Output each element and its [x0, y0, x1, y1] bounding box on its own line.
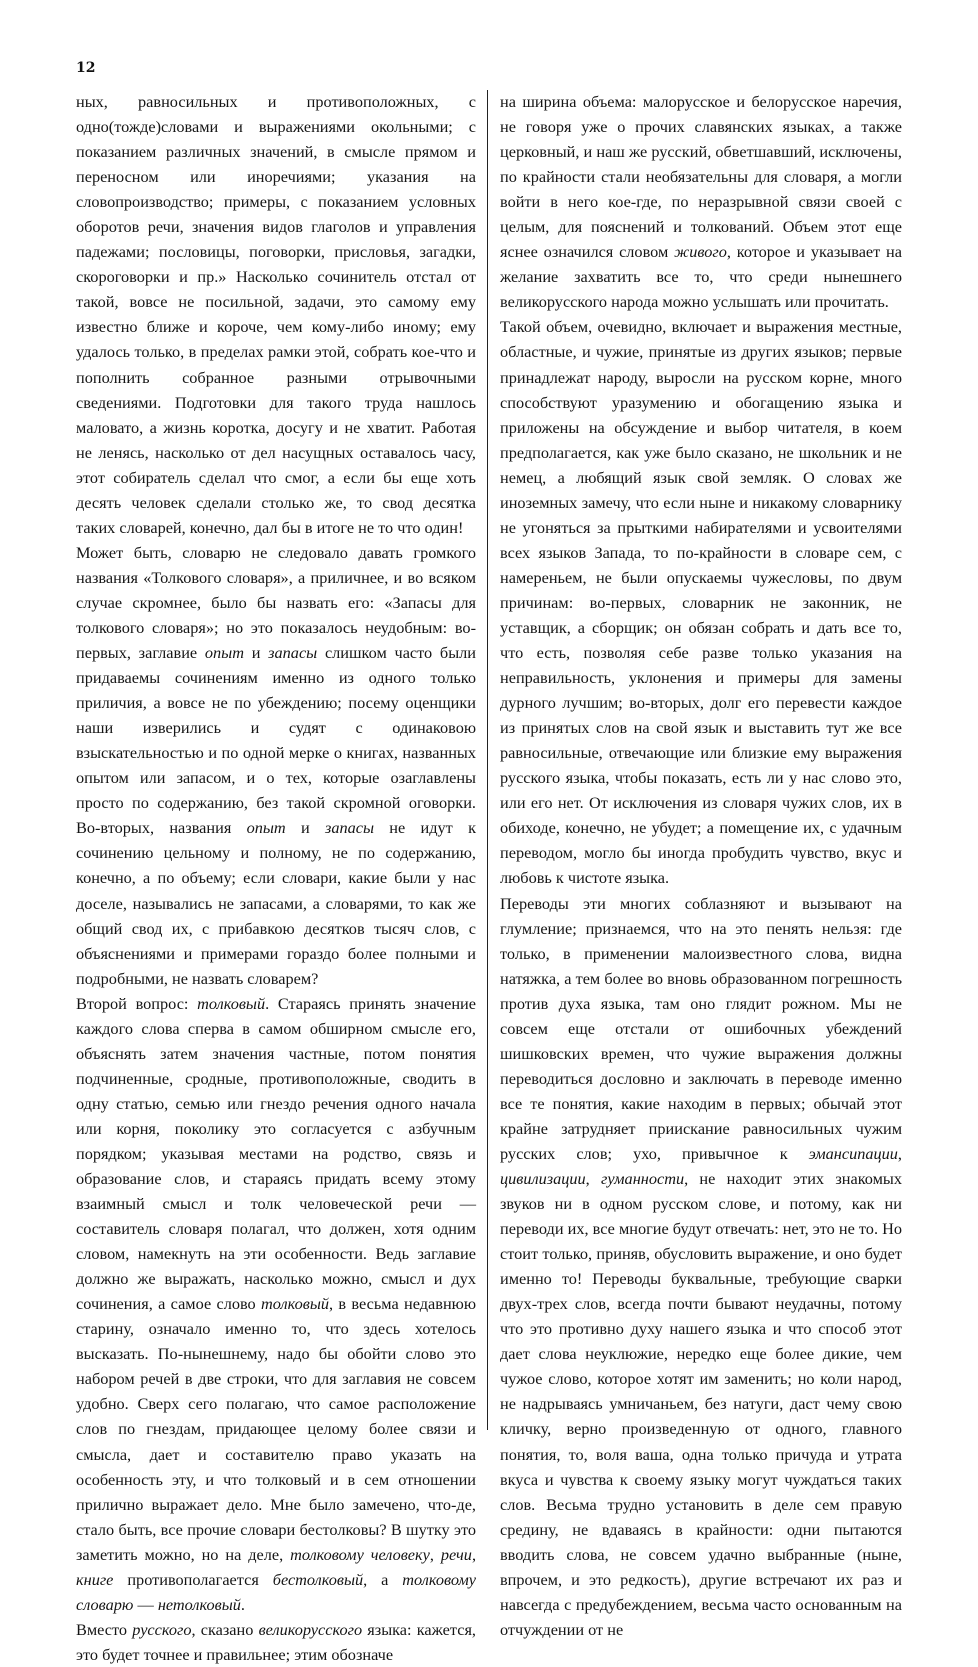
italic-term: речи — [440, 1544, 472, 1564]
text-run: , — [471, 1544, 477, 1564]
text-run: Может быть, словарю не следовало давать громкого названия «Толкового словаря», а приличнее, и во всяком случае скромнее, было бы назвать его: «Запасы для толкового словаря»; но это показалось неудобным: во-первых, заглавие — [76, 542, 476, 663]
italic-term: нетолковый — [157, 1594, 241, 1614]
text-run: и — [243, 643, 269, 663]
text-run: , — [585, 1169, 601, 1189]
italic-term: цивилизации — [500, 1169, 586, 1189]
italic-term: толковому словарю — [76, 1569, 476, 1614]
text-run: , в весьма недавнюю старину, означало именно то, что здесь хотелось высказать. По-нынешнему, надо бы обойти слово это набором речей в две строки, что для заглавия не совсем удобно. Сверх сего полагаю, что самое расположение слов по гнездам, придающее целому более связи и смысла, дает и составителю право указать на особенность эту, и что толковый и в сем отношении прилично выражает дело. Мне было замечено, что-де, стало быть, все прочие словари бестолковы? В шутку это заметить можно, но на деле, — [76, 1294, 476, 1564]
text-run: языка: кажется, это будет точнее и правильнее; этим обозначе — [76, 1619, 477, 1664]
text-run: Вместо — [76, 1619, 133, 1639]
paragraph — [500, 314, 902, 890]
text-run: , — [897, 1143, 902, 1163]
paragraph — [500, 891, 902, 1642]
text-run: на ширина объема: малорусское и белорусское наречия, не говоря уже о прочих славянских языках, а также церковный, и наш же русский, обветшавший, исключены, по крайности стали необязательны для словаря, а могли войти в него кое-где, по неразрывной связи своей с целым, для пояснений и толкований. Объем этот еще яснее означился словом — [500, 92, 902, 262]
text-run: . Стараясь принять значение каждого слова сперва в самом обширном смысле его, объяснять затем значения частные, потом понятия подчиненные, сродные, противоположные, сводить в одну статью, семью или гнездо речения одного начала или корня, поколику это согласуется с азбучным порядком; указывая местами на родство, связь и образование слов, и стараясь придать всему этому взаимный смысл и толк человеческой речи — составитель словаря полагал, что должен, хотя одним словом, намекнуть на эти особенности. Ведь заглавие должно же выражать, насколько можно, смысл и дух сочинения, а самое слово — [76, 993, 476, 1314]
italic-term: толковому человеку — [290, 1544, 430, 1564]
italic-term: русского — [132, 1619, 192, 1639]
text-run: ных, равносильных и противоположных, с одно(тожде)словами и выражениями окольными; с показанием различных значений, в смысле прямом и переносном или иноречиями; указания на словопроизводство; примеры, с показанием условных оборотов речи, значения видов глаголов и управления падежами; пословицы, поговорки, присловья, загадки, скороговорки и пр.» Насколько сочинитель отстал от такой, вовсе не посильной, задачи, это самому ему известно ближе и короче, чем кому-либо иному; ему удалось только, в пределах рамки этой, собрать кое-что и пополнить собранное разными отрывочными сведениями. Подготовки для такого труда нашлось маловато, а жизнь коротка, досугу и не хватит. Работая не ленясь, насколько от дел насущных оставалось часу, этот собиратель сделал что смог, а если бы еще хоть десять человек сделали столько же, то свод десятка таких словарей, конечно, дал бы в итоге не то что один! — [76, 92, 476, 537]
text-run: , не находит этих знакомых звуков ни в одном русском слове, и потому, как ни переводи их, все многие будут отвечать: нет, это не то. Но стоит только, приняв, обусловить выражение, и оно будет именно то! Переводы буквальные, требующие сварки двух-трех слов, всегда почти бывают неудачны, потому что это противно духу нашего языка и что способ этот дает слова неуклюжие, нередко еще более дикие, чем чужое слово, которое хотят им заменить; но коли народ, не надрываясь умничаньем, без натуги, даст чему свою кличку, верно произведенную от одного, главного понятия, то, воля ваша, одна только причуда и утрата вкуса и чувства к своему языку могут чуждаться таких слов. Весьма трудно установить в деле сем правую средину, не вдаваясь в крайности: одни пытаются вводить слова, не совсем удачно выбранные (ныне, впрочем, и это редкость), другие встречают их раз и навсегда с предубеждением, весьма часто основанным на отчуждении от не — [500, 1169, 902, 1639]
text-run: , а — [363, 1569, 403, 1589]
italic-term: книге — [76, 1569, 114, 1589]
text-run: слишком часто были придаваемы сочинениям именно из одного только приличия, а вовсе не по убеждению; посему оценщики наши изверились и судят с одинаковою взыскательностью и по одной мерке о книгах, названных опытом или запасом, и о тех, которые озаглавлены просто по содержанию, без такой скромной оговорки. Во-вторых, названия — [76, 643, 476, 838]
text-run: не идут к сочинению цельному и полному, не по содержанию, конечно, а по объему; если словари, какие были у нас доселе, назывались не запасами, а словарями, то как же общий свод их, с прибавкою десятков тысяч слов, с объяснениями и примерами гораздо более полными и подробными, не назвать словарем? — [76, 818, 476, 988]
text-run: . — [240, 1594, 245, 1614]
italic-term: бестолковый — [272, 1569, 364, 1589]
text-run: , сказано — [191, 1619, 259, 1639]
italic-term: толковый — [261, 1294, 329, 1314]
column-divider — [487, 90, 488, 1430]
text-run: Второй вопрос: — [76, 993, 198, 1013]
italic-term: опыт — [246, 818, 286, 838]
italic-term: живого — [674, 242, 727, 262]
text-run: , — [429, 1544, 441, 1564]
text-run: Такой объем, очевидно, включает и выражения местные, областные, и чужие, принятые из других языков; первые принадлежат народу, выросли на русском корне, много способствуют уразумению и обогащению языка и приложены на обсуждение и выбор читателя, в коем предполагается, как уже было сказано, не школьник и не немец, а любящий язык свой земляк. О словах же иноземных замечу, что если ныне и никакому словарнику не угоняться за прыткими набирателями и усвоителями всех языков Запада, то по-крайности в словаре сем, с намереньем, не были опускаемы чужесловы, по двум причинам: во-первых, словарник не законник, не уставщик, а сборщик; он обязан собрать и дать все то, что есть, позволяя себе разве только указания на неправильность, уклонения и примеры для замены дурного лучшим; во-вторых, долг его перевести каждое из принятых слов на свой язык и выставить тут же все равносильные, отвечающие или близкие ему выражения русского языка, чтобы показать, есть ли у нас слово это, или его нет. От исключения из словаря чужих слов, их в обиходе, конечно, не убудет; а помещение их, с удачным переводом, могло бы иногда пробудить чувство, вкус и любовь к чистоте языка. — [500, 317, 902, 888]
italic-term: великорусского — [258, 1619, 363, 1639]
right-column — [500, 89, 902, 1642]
paragraph — [76, 540, 476, 991]
italic-term: опыт — [204, 643, 244, 663]
paragraph — [76, 89, 476, 540]
italic-term: запасы — [268, 643, 318, 663]
italic-term: толковый — [197, 993, 266, 1013]
text-run: Переводы эти многих соблазняют и вызывают на глумление; признаемся, что на это пенять нельзя: где только, в применении малоизвестного слова, видна натяжка, а тем более во вновь образованном погрешность против духа языка, там оно глядит рожном. Мы не совсем еще отстали от ошибочных убеждений шишковских времен, что чужие выражения должны переводиться дословно и заключать в переводе именно все те понятия, какие находим в первых; обычай этот крайне затрудняет приискание равносильных чужим русских слов; ухо, привычное к — [500, 893, 902, 1163]
page-number: 12 — [76, 60, 96, 76]
paragraph — [76, 991, 476, 1617]
text-run: и — [285, 818, 325, 838]
italic-term: гуманности — [600, 1169, 685, 1189]
paragraph — [500, 89, 902, 314]
text-run: — — [133, 1594, 158, 1614]
left-column — [76, 89, 476, 1667]
text-run: , которое и указывает на желание захватить все то, что среди нынешнего великорусского народа можно услышать или прочитать. — [500, 242, 902, 312]
text-run: противополагается — [113, 1569, 273, 1589]
paragraph — [76, 1617, 476, 1667]
italic-term: эмансипации — [808, 1143, 898, 1163]
italic-term: запасы — [324, 818, 375, 838]
